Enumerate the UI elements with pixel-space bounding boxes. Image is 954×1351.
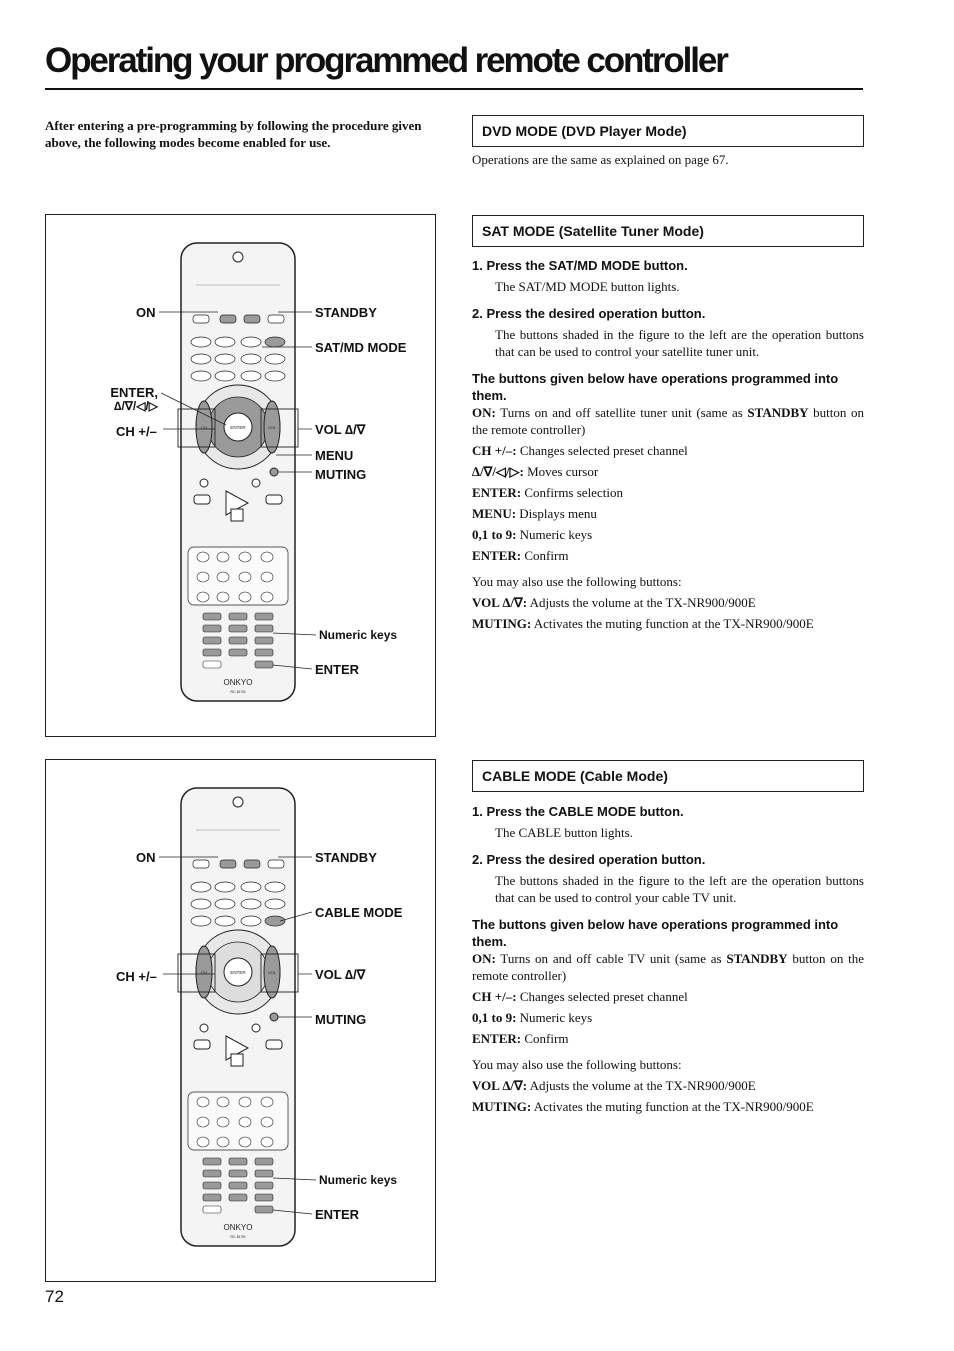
- rew-icon: [194, 495, 210, 504]
- dvd-mode-text: Operations are the same as explained on page 67.: [472, 152, 729, 167]
- enter-key-icon: [255, 661, 273, 668]
- input-button-icon: [261, 1097, 273, 1107]
- brand-logo-text: ONKYO: [223, 678, 253, 687]
- remote-body: [159, 243, 316, 701]
- sleep-button-icon: [193, 315, 209, 323]
- muting-button-icon: [270, 1013, 278, 1021]
- numeric-key-icon: [255, 1182, 273, 1189]
- numeric-key-icon: [229, 649, 247, 656]
- small-button-icon: [252, 1024, 260, 1032]
- label-enter-key: ENTER: [315, 1207, 360, 1222]
- sat-item-menu: MENU: Displays menu: [472, 506, 597, 521]
- dvd-mode-heading: DVD MODE (DVD Player Mode): [472, 115, 864, 147]
- on-button-icon: [220, 860, 236, 868]
- label-menu: MENU: [315, 448, 354, 463]
- cable-mode-body: [472, 803, 864, 1115]
- cable-step-2: 2. Press the desired operation button.: [472, 852, 706, 867]
- ch-key-text: CH: [201, 970, 207, 975]
- remote-illustration: [46, 760, 435, 1281]
- numeric-key-icon: [203, 1170, 221, 1177]
- numeric-key-icon: [255, 613, 273, 620]
- input-button-icon: [217, 1117, 229, 1127]
- numeric-key-icon: [255, 1170, 273, 1177]
- sat-item-numeric: 0,1 to 9: Numeric keys: [472, 527, 593, 542]
- on-button-icon: [220, 315, 236, 323]
- input-button-icon: [239, 1117, 251, 1127]
- label-enter: ENTER,: [110, 385, 158, 400]
- vol-key-text: VOL: [267, 970, 277, 975]
- label-enter-key: ENTER: [315, 662, 360, 677]
- cable-programmed-heading: The buttons given below have operations programmed into them.: [472, 917, 839, 949]
- label-mode: CABLE MODE: [315, 905, 403, 920]
- input-button-icon: [197, 1137, 209, 1147]
- standby-button-icon: [244, 860, 260, 868]
- rew-icon: [194, 1040, 210, 1049]
- small-button-icon: [252, 479, 260, 487]
- numeric-key-icon: [229, 637, 247, 644]
- numeric-key-icon: [255, 1194, 273, 1201]
- sat-step-2-text: The buttons shaded in the figure to the left are the operation buttons that can be used to control your satellite tuner unit.: [495, 327, 864, 359]
- input-button-icon: [261, 572, 273, 582]
- cable-step-1: 1. Press the CABLE MODE button.: [472, 804, 684, 819]
- stop-icon: [231, 509, 243, 521]
- cable-item-ch: CH +/–: Changes selected preset channel: [472, 989, 688, 1004]
- input-button-icon: [239, 552, 251, 562]
- input-button-icon: [197, 552, 209, 562]
- numeric-key-icon: [203, 625, 221, 632]
- cable-item-vol: VOL ∆/∇: Adjusts the volume at the TX-NR900/900E: [472, 1078, 756, 1093]
- page-number: 72: [45, 1287, 64, 1306]
- mode-button-icon: [215, 337, 235, 347]
- label-cursor: ∆/∇/◁/▷: [114, 399, 158, 413]
- ch-key-text: CH: [201, 425, 207, 430]
- label-standby: STANDBY: [315, 850, 377, 865]
- small-button-icon: [200, 1024, 208, 1032]
- mode-button-icon: [215, 899, 235, 909]
- sat-programmed-heading: The buttons given below have operations programmed into them.: [472, 371, 839, 403]
- label-ch: CH +/–: [116, 969, 157, 984]
- light-button-icon: [268, 315, 284, 323]
- sat-step-1-text: The SAT/MD MODE button lights.: [495, 279, 680, 294]
- sat-step-1: 1. Press the SAT/MD MODE button.: [472, 258, 688, 273]
- cable-step-1-text: The CABLE button lights.: [495, 825, 633, 840]
- mode-button-icon: [265, 337, 285, 347]
- sat-item-on: ON: Turns on and off satellite tuner unit (same as STANDBY button on the remote controller): [472, 405, 864, 437]
- label-vol: VOL ∆/∇: [315, 967, 366, 982]
- input-button-icon: [239, 1097, 251, 1107]
- cable-item-numeric: 0,1 to 9: Numeric keys: [472, 1010, 593, 1025]
- mode-button-icon: [215, 916, 235, 926]
- numeric-key-icon: [229, 1182, 247, 1189]
- sat-item-enter: ENTER: Confirms selection: [472, 485, 623, 500]
- mode-button-icon: [241, 899, 261, 909]
- display-key-icon: [203, 661, 221, 668]
- model-text: RC-517M: [230, 1235, 246, 1239]
- mode-button-icon: [215, 371, 235, 381]
- input-button-icon: [217, 572, 229, 582]
- numeric-key-icon: [255, 1158, 273, 1165]
- cable-item-muting: MUTING: Activates the muting function at the TX-NR900/900E: [472, 1099, 814, 1114]
- label-on: ON: [136, 305, 156, 320]
- mode-button-icon: [241, 882, 261, 892]
- cable-item-confirm: ENTER: Confirm: [472, 1031, 569, 1046]
- input-button-icon: [197, 1117, 209, 1127]
- sat-step-2: 2. Press the desired operation button.: [472, 306, 706, 321]
- mode-button-icon: [191, 882, 211, 892]
- label-numeric-keys: Numeric keys: [319, 628, 398, 642]
- sat-mode-body: [472, 257, 864, 632]
- vol-key-text: VOL: [267, 425, 277, 430]
- input-button-icon: [261, 1117, 273, 1127]
- enter-key-icon: [255, 1206, 273, 1213]
- page-title: Operating your programmed remote controller: [45, 38, 863, 90]
- mode-button-icon: [241, 337, 261, 347]
- cable-step-2-text: The buttons shaded in the figure to the left are the operation buttons that can be used to control your cable TV unit.: [495, 873, 864, 905]
- sleep-button-icon: [193, 860, 209, 868]
- numeric-key-icon: [203, 1194, 221, 1201]
- enter-key-text: ENTER: [230, 425, 246, 430]
- ir-led-icon: [233, 252, 243, 262]
- mode-button-icon: [265, 882, 285, 892]
- label-muting: MUTING: [315, 467, 367, 482]
- numeric-key-icon: [255, 649, 273, 656]
- numeric-key-icon: [203, 1158, 221, 1165]
- label-standby: STANDBY: [315, 305, 377, 320]
- mode-button-icon: [215, 354, 235, 364]
- ir-led-icon: [233, 797, 243, 807]
- input-button-icon: [239, 572, 251, 582]
- ff-icon: [266, 1040, 282, 1049]
- mode-button-icon: [241, 371, 261, 381]
- muting-button-icon: [270, 468, 278, 476]
- mode-button-icon: [191, 337, 211, 347]
- numeric-key-icon: [203, 1182, 221, 1189]
- sat-item-ch: CH +/–: Changes selected preset channel: [472, 443, 688, 458]
- label-mode: SAT/MD MODE: [315, 340, 407, 355]
- mode-button-icon: [191, 899, 211, 909]
- input-button-icon: [217, 1137, 229, 1147]
- stop-icon: [231, 1054, 243, 1066]
- numeric-key-icon: [203, 637, 221, 644]
- small-button-icon: [200, 479, 208, 487]
- sat-remote-figure: [45, 214, 436, 737]
- input-button-icon: [197, 592, 209, 602]
- numeric-key-icon: [229, 613, 247, 620]
- input-button-icon: [217, 592, 229, 602]
- input-button-icon: [261, 552, 273, 562]
- cable-item-on: ON: Turns on and off cable TV unit (same as STANDBY button on the remote controller): [472, 951, 864, 983]
- cable-also-text: You may also use the following buttons:: [472, 1057, 682, 1072]
- mode-button-icon: [215, 882, 235, 892]
- sat-mode-heading: SAT MODE (Satellite Tuner Mode): [472, 215, 864, 247]
- input-button-icon: [217, 552, 229, 562]
- mode-button-icon: [241, 916, 261, 926]
- ff-icon: [266, 495, 282, 504]
- numeric-key-icon: [229, 625, 247, 632]
- remote-illustration: [46, 215, 435, 736]
- label-numeric-keys: Numeric keys: [319, 1173, 398, 1187]
- cable-remote-figure: [45, 759, 436, 1282]
- intro-text: After entering a pre-programming by following the procedure given above, the following modes become enabled for use.: [45, 118, 422, 150]
- mode-button-icon: [241, 354, 261, 364]
- display-key-icon: [203, 1206, 221, 1213]
- numeric-key-icon: [229, 1158, 247, 1165]
- input-button-icon: [239, 592, 251, 602]
- brand-logo-text: ONKYO: [223, 1223, 253, 1232]
- numeric-key-icon: [203, 613, 221, 620]
- cable-mode-heading: CABLE MODE (Cable Mode): [472, 760, 864, 792]
- numeric-key-icon: [255, 637, 273, 644]
- numeric-key-icon: [229, 1170, 247, 1177]
- sat-item-confirm: ENTER: Confirm: [472, 548, 569, 563]
- numeric-key-icon: [229, 1194, 247, 1201]
- sat-also-text: You may also use the following buttons:: [472, 574, 682, 589]
- mode-button-icon: [265, 916, 285, 926]
- label-muting: MUTING: [315, 1012, 367, 1027]
- mode-button-icon: [265, 354, 285, 364]
- mode-button-icon: [191, 916, 211, 926]
- numeric-key-icon: [255, 625, 273, 632]
- sat-item-vol: VOL ∆/∇: Adjusts the volume at the TX-NR900/900E: [472, 595, 756, 610]
- label-vol: VOL ∆/∇: [315, 422, 366, 437]
- input-button-icon: [197, 572, 209, 582]
- sat-item-muting: MUTING: Activates the muting function at the TX-NR900/900E: [472, 616, 814, 631]
- numeric-key-icon: [203, 649, 221, 656]
- mode-button-icon: [191, 354, 211, 364]
- input-button-icon: [261, 592, 273, 602]
- remote-body: [159, 788, 316, 1246]
- standby-button-icon: [244, 315, 260, 323]
- input-button-icon: [217, 1097, 229, 1107]
- enter-key-text: ENTER: [230, 970, 246, 975]
- label-ch: CH +/–: [116, 424, 157, 439]
- input-button-icon: [239, 1137, 251, 1147]
- mode-button-icon: [265, 371, 285, 381]
- input-button-icon: [261, 1137, 273, 1147]
- mode-button-icon: [191, 371, 211, 381]
- label-on: ON: [136, 850, 156, 865]
- model-text: RC-517M: [230, 690, 246, 694]
- sat-item-cursor: ∆/∇/◁/▷: Moves cursor: [472, 464, 599, 479]
- mode-button-icon: [265, 899, 285, 909]
- light-button-icon: [268, 860, 284, 868]
- input-button-icon: [197, 1097, 209, 1107]
